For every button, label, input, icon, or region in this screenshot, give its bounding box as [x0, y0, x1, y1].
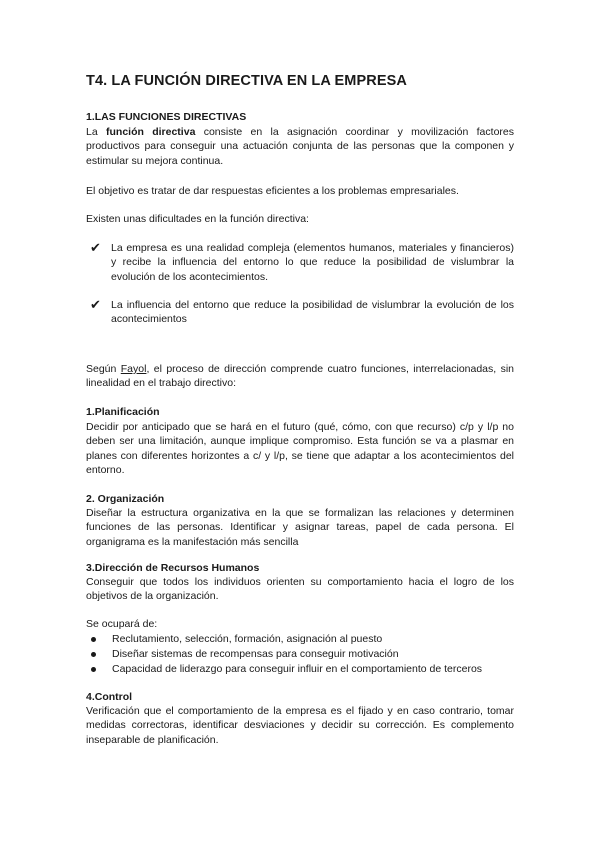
- list-item-text: Diseñar sistemas de recompensas para conseguir motivación: [112, 648, 399, 660]
- section-heading-organizacion: 2. Organización: [86, 493, 165, 505]
- bullet-icon: [91, 667, 96, 672]
- page-title: T4. LA FUNCIÓN DIRECTIVA EN LA EMPRESA: [86, 73, 407, 89]
- paragraph-rest: consiste en la asignación coordinar y movilización factores productivos para conseguir una actuación conjunta de las personas que la componen y estimular su mejora continua.: [86, 126, 514, 167]
- paragraph-rest: , el proceso de dirección comprende cuatro funciones, interrelacionadas, sin linealidad en el trabajo directivo:: [86, 363, 514, 390]
- paragraph-organizacion: Diseñar la estructura organizativa en la que se formalizan las relaciones y determinen funciones de las personas. Identificar y asignar tareas, papel de cada persona. El organigrama es la manifestación más sencilla: [86, 507, 514, 548]
- term-funcion-directiva: función directiva: [106, 126, 196, 138]
- checkmark-icon: ✔: [90, 297, 101, 312]
- paragraph-funcion-directiva: [86, 125, 514, 168]
- paragraph-dificultades: Existen unas dificultades en la función directiva:: [86, 213, 309, 225]
- list-item-text: Reclutamiento, selección, formación, asignación al puesto: [112, 633, 383, 645]
- section-heading-planificacion: 1.Planificación: [86, 406, 160, 418]
- paragraph-lead: La: [86, 126, 106, 138]
- checkmark-icon: ✔: [90, 240, 101, 255]
- bullet-icon: [91, 637, 96, 642]
- paragraph-lead: Según: [86, 363, 121, 375]
- list-item-text: La influencia del entorno que reduce la posibilidad de vislumbrar la evolución de los acontecimientos: [111, 299, 514, 326]
- section-heading-rrhh: 3.Dirección de Recursos Humanos: [86, 562, 260, 574]
- list-item: [86, 647, 514, 661]
- list-item-text: La empresa es una realidad compleja (elementos humanos, materiales y financieros) y recibe la influencia del entorno lo que reduce la posibilidad de vislumbrar la evolución de los acontecimientos.: [111, 242, 514, 283]
- author-fayol: Fayol: [120, 363, 147, 375]
- paragraph-objetivo: El objetivo es tratar de dar respuestas eficientes a los problemas empresariales.: [86, 185, 459, 197]
- list-item: [86, 298, 514, 327]
- list-item: [86, 662, 514, 676]
- list-item: [86, 241, 514, 284]
- section-heading-funciones: 1.LAS FUNCIONES DIRECTIVAS: [86, 111, 247, 123]
- paragraph-fayol: [86, 362, 514, 391]
- section-heading-control: 4.Control: [86, 691, 133, 703]
- list-item: [86, 632, 514, 646]
- paragraph-control: Verificación que el comportamiento de la empresa es el fijado y en caso contrario, tomar medidas correctoras, identificar desviaciones y decidir su corrección. Es complemento inseparable de planificación.: [86, 705, 514, 746]
- bullet-icon: [91, 652, 96, 657]
- list-item-text: Capacidad de liderazgo para conseguir influir en el comportamiento de terceros: [112, 663, 483, 675]
- paragraph-rrhh: Conseguir que todos los individuos orienten su comportamiento hacia el logro de los objetivos de la organización.: [86, 576, 514, 603]
- paragraph-planificacion: Decidir por anticipado que se hará en el futuro (qué, cómo, con que recurso) c/p y l/p no deben ser una limitación, aunque implique compromiso. Esta función se va a plasmar en planes con diferentes horizontes a c/ y l/p, se tiene que adaptar a los acontecimientos del entorno.: [86, 421, 514, 477]
- paragraph-se-ocupara: Se ocupará de:: [86, 618, 158, 630]
